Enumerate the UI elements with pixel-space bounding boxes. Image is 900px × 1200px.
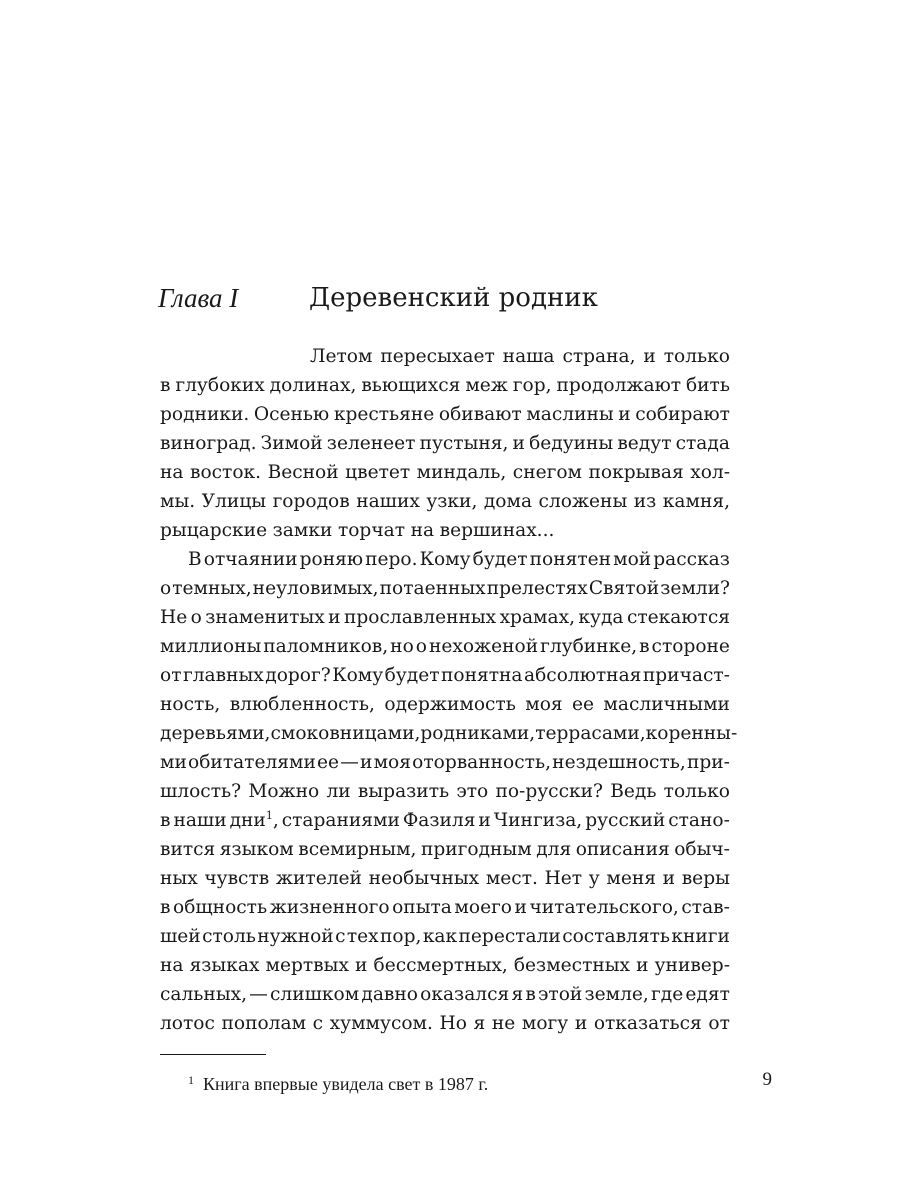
text-line	[160, 893, 730, 922]
word: стараниями	[281, 810, 400, 831]
word: нужной	[257, 926, 334, 947]
word: рассказ	[653, 549, 730, 570]
word: о	[160, 578, 172, 599]
text-line	[160, 574, 730, 603]
word: —	[249, 984, 268, 1005]
word: вершинах...	[439, 520, 555, 541]
word: стекаются	[626, 607, 730, 628]
word: дорог?	[265, 665, 331, 686]
word: стано-	[668, 810, 730, 831]
word: смоковницами,	[270, 723, 421, 744]
word: миндаль,	[416, 462, 507, 483]
word: зеленеет	[326, 433, 416, 454]
word: страна,	[562, 346, 636, 367]
footnote-divider	[160, 1054, 266, 1055]
word: Святой	[588, 578, 660, 599]
word: из	[633, 491, 657, 512]
word: книги	[671, 926, 730, 947]
word: слишком	[270, 984, 360, 1005]
word: и	[355, 955, 368, 976]
word: пополам	[221, 1013, 307, 1034]
word: причаст-	[642, 665, 730, 686]
word: куда	[578, 607, 624, 628]
text-line	[160, 951, 730, 980]
word: и	[512, 433, 525, 454]
footnote-reference: 1	[265, 809, 273, 822]
word: и	[643, 346, 656, 367]
word: ее	[572, 694, 595, 715]
word: главных	[182, 665, 264, 686]
footnote-text: Книга впервые увидела свет в 1987 г.	[203, 1074, 489, 1094]
text-line	[160, 545, 730, 574]
word: языках	[189, 955, 260, 976]
word: крестьяне	[333, 404, 435, 425]
word: Можно	[248, 781, 320, 802]
word: моего	[454, 897, 513, 918]
word: отчаянии	[203, 549, 298, 570]
word: меня	[606, 868, 656, 889]
word: с	[312, 1013, 324, 1034]
text-line	[160, 371, 730, 400]
word: русский	[585, 810, 666, 831]
word: только	[663, 781, 730, 802]
text-line	[160, 661, 730, 690]
text-line	[160, 690, 730, 719]
word: при-	[686, 752, 730, 773]
paragraph-2	[160, 545, 738, 1038]
word: ведут	[617, 433, 672, 454]
word: от	[708, 1013, 730, 1034]
word: наши	[173, 810, 227, 831]
word: обитателями	[188, 752, 316, 773]
word: тех	[346, 926, 379, 947]
word: прелестях	[486, 578, 588, 599]
footnote-marker: 1	[188, 1073, 194, 1087]
chapter-title: Деревенский родник	[309, 283, 598, 313]
word: лотос	[160, 1013, 215, 1034]
word: восток.	[189, 462, 262, 483]
word: темных,	[172, 578, 252, 599]
text-line	[160, 603, 730, 632]
word: одержимость	[384, 694, 516, 715]
word: перестали	[458, 926, 561, 947]
word: шлость?	[160, 781, 242, 802]
word: о	[415, 636, 427, 657]
text-line	[160, 777, 730, 806]
text-line	[160, 400, 730, 429]
word: чувств	[204, 868, 270, 889]
paragraph-1	[160, 342, 730, 545]
word: этой	[538, 984, 583, 1005]
word: но	[390, 636, 414, 657]
text-line	[160, 922, 730, 951]
word: универ-	[654, 955, 730, 976]
word: общность	[173, 897, 268, 918]
word: в	[160, 810, 171, 831]
word: Зимой	[260, 433, 323, 454]
chapter-label: Глава I	[158, 283, 239, 313]
word: абсолютная	[524, 665, 642, 686]
word: Чингиза,	[493, 810, 583, 831]
word: Нет	[544, 868, 583, 889]
word: наша	[502, 346, 555, 367]
word: в	[639, 636, 650, 657]
footnote	[188, 1068, 488, 1096]
word: меж	[465, 375, 508, 396]
word: как	[422, 926, 458, 947]
word: ность,	[160, 694, 221, 715]
word: мест.	[485, 868, 538, 889]
word: столь	[202, 926, 256, 947]
word: вьющихся	[361, 375, 461, 396]
text-line	[160, 864, 730, 893]
word: для	[536, 839, 572, 860]
word: на	[160, 955, 184, 976]
word: оторванность,	[412, 752, 551, 773]
word: я	[473, 1013, 486, 1034]
word: нехоженой	[428, 636, 539, 657]
word: могу	[521, 1013, 569, 1034]
word: понятен	[529, 549, 612, 570]
word: земли?	[660, 578, 730, 599]
word: от	[160, 665, 182, 686]
word: шей	[160, 926, 201, 947]
text-line	[160, 748, 730, 777]
word: В	[188, 549, 202, 570]
word: будет	[384, 665, 440, 686]
word: по-русски?	[495, 781, 603, 802]
word: мы.	[160, 491, 196, 512]
word: продолжают	[556, 375, 682, 396]
word: дни$^1$,	[229, 809, 279, 831]
word: едят	[685, 984, 730, 1005]
word: долинах,	[269, 375, 357, 396]
word: в	[525, 984, 536, 1005]
word: Весной	[267, 462, 339, 483]
word: Летом	[310, 346, 373, 367]
word: в	[160, 897, 171, 918]
word: виноград.	[160, 433, 257, 454]
word: сальных,	[160, 984, 248, 1005]
word: Осенью	[253, 404, 330, 425]
word: знаменитых	[205, 607, 325, 628]
word: где	[651, 984, 684, 1005]
word: замки	[272, 520, 333, 541]
word: оказался	[420, 984, 510, 1005]
word: паломников,	[263, 636, 389, 657]
text-line	[160, 1009, 730, 1038]
word: пор,	[380, 926, 422, 947]
word: хол-	[690, 462, 730, 483]
word: родники.	[160, 404, 250, 425]
word: Ведь	[610, 781, 657, 802]
word: пустыня,	[419, 433, 509, 454]
word: и	[328, 607, 341, 628]
word: жителей	[275, 868, 362, 889]
word: на	[160, 462, 184, 483]
word: у	[588, 868, 600, 889]
word: и	[662, 868, 676, 889]
word: обивают	[438, 404, 522, 425]
word: террасами,	[535, 723, 646, 744]
word: и	[618, 404, 631, 425]
word: читательского,	[529, 897, 679, 918]
word: влюбленность,	[229, 694, 375, 715]
word: Фазиля	[402, 810, 476, 831]
word: веры	[681, 868, 730, 889]
word: коренны-	[645, 723, 738, 744]
word: прославленных	[343, 607, 497, 628]
word: храмах,	[499, 607, 575, 628]
word: снегом	[512, 462, 583, 483]
word: цветет	[345, 462, 411, 483]
word: мертвых	[265, 955, 349, 976]
word: стада	[675, 433, 730, 454]
word: не	[491, 1013, 516, 1034]
word: ных	[160, 868, 198, 889]
word: Кому	[419, 549, 471, 570]
word: глубинке,	[540, 636, 638, 657]
word: это	[456, 781, 489, 802]
word: покрывая	[588, 462, 684, 483]
word: Не	[160, 607, 188, 628]
word: деревьями,	[160, 723, 271, 744]
word: бессмертных,	[373, 955, 508, 976]
word: жизненного	[269, 897, 390, 918]
word: и	[636, 955, 649, 976]
word: гор,	[512, 375, 552, 396]
word: отказаться	[593, 1013, 702, 1034]
word: рыцарские	[160, 520, 268, 541]
word: перо.	[365, 549, 418, 570]
word: бедуины	[529, 433, 614, 454]
word: ли	[326, 781, 351, 802]
word: пересыхает	[380, 346, 495, 367]
text-line	[160, 835, 730, 864]
word: ми	[160, 752, 187, 773]
word: Но	[439, 1013, 467, 1034]
text-line	[160, 516, 730, 545]
word: потаенных	[379, 578, 486, 599]
word: выразить	[357, 781, 450, 802]
text-line	[160, 458, 730, 487]
word: пригодным	[420, 839, 532, 860]
word: нездешность,	[552, 752, 686, 773]
text-line	[160, 980, 730, 1009]
word: ее	[317, 752, 340, 773]
word: о	[190, 607, 202, 628]
word: обыч-	[674, 839, 730, 860]
text-line	[160, 487, 730, 516]
word: опыта	[392, 897, 452, 918]
word: на	[410, 520, 435, 541]
word: маслины	[526, 404, 614, 425]
word: родниками,	[420, 723, 536, 744]
word: необычных	[368, 868, 480, 889]
word: давно	[361, 984, 418, 1005]
word: всемирным,	[298, 839, 417, 860]
word: роняю	[299, 549, 364, 570]
word: понятна	[441, 665, 523, 686]
word: я	[511, 984, 524, 1005]
page-number: 9	[762, 1069, 772, 1090]
word: языком	[219, 839, 294, 860]
word: и	[574, 1013, 588, 1034]
word: став-	[681, 897, 730, 918]
text-line	[160, 632, 730, 661]
word: с	[335, 926, 346, 947]
word: описания	[575, 839, 670, 860]
word: торчат	[337, 520, 406, 541]
word: моя	[373, 752, 411, 773]
word: Кому	[332, 665, 384, 686]
text-line	[160, 342, 730, 371]
word: земле,	[584, 984, 649, 1005]
word: сложены	[538, 491, 628, 512]
word: Улицы	[201, 491, 267, 512]
word: и	[478, 810, 491, 831]
word: узки,	[426, 491, 478, 512]
word: и	[514, 897, 527, 918]
word: хуммусом.	[329, 1013, 433, 1034]
word: —	[340, 752, 359, 773]
word: дома	[483, 491, 533, 512]
word: собирают	[635, 404, 730, 425]
word: безместных	[513, 955, 631, 976]
word: вится	[160, 839, 216, 860]
word: и	[360, 752, 373, 773]
word: неуловимых,	[252, 578, 379, 599]
word: в	[160, 375, 171, 396]
body-text	[160, 342, 738, 1038]
word: будет	[472, 549, 528, 570]
word: стороне	[651, 636, 730, 657]
text-line	[160, 719, 738, 748]
word: глубоких	[175, 375, 265, 396]
text-line	[160, 806, 730, 835]
word: моя	[525, 694, 563, 715]
text-line	[160, 429, 730, 458]
word: миллионы	[160, 636, 262, 657]
word: мой	[613, 549, 652, 570]
word: наших	[356, 491, 420, 512]
word: бить	[685, 375, 730, 396]
word: только	[663, 346, 730, 367]
word: городов	[272, 491, 350, 512]
word: составлять	[562, 926, 671, 947]
word: камня,	[662, 491, 730, 512]
word: масличными	[603, 694, 730, 715]
